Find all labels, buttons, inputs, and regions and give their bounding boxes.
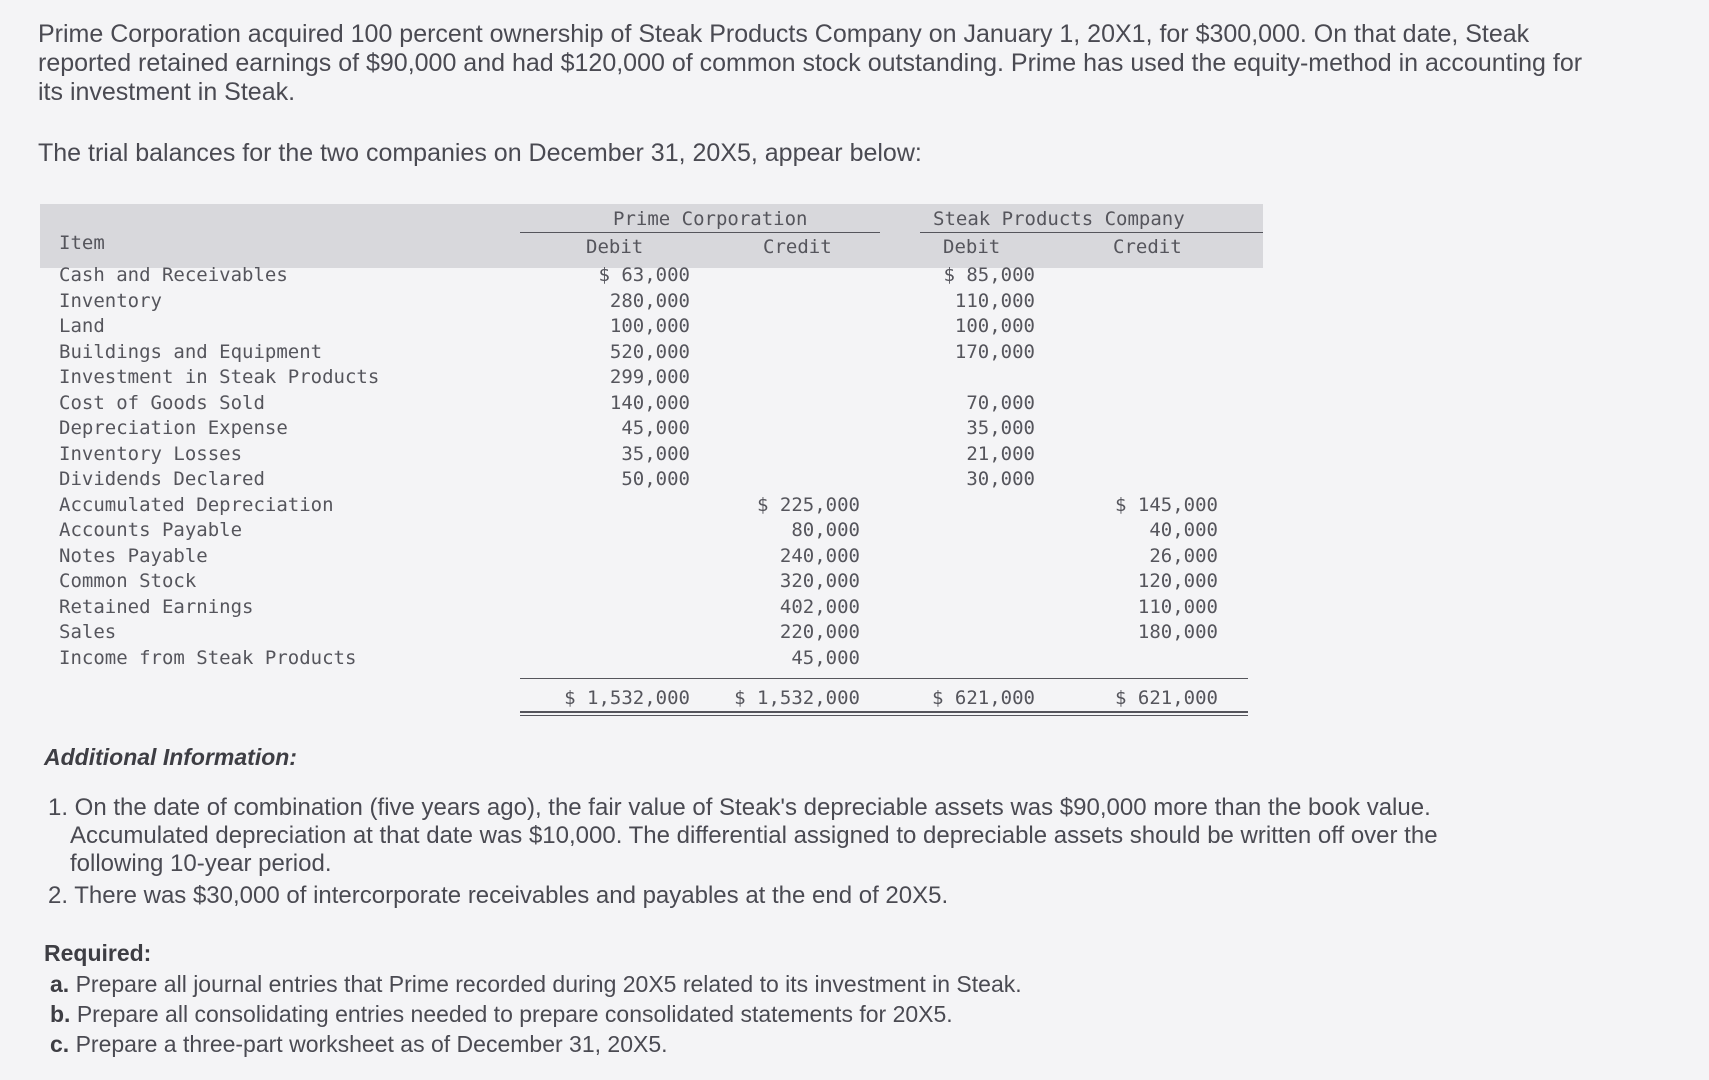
additional-item-1 [48,794,1588,878]
row-item-label: Land [59,315,105,337]
row-prime-debit-value: $ 63,000 [598,264,690,286]
row-item-label: Income from Steak Products [59,647,357,669]
row-steak-debit-value: 30,000 [966,468,1035,490]
steak-debit-header: Debit [943,236,1001,258]
row-steak-debit-value: 110,000 [954,290,1035,312]
row-steak-debit-value: 100,000 [954,315,1035,337]
row-prime-credit-value: 402,000 [779,596,860,618]
row-prime-debit-value: 520,000 [609,341,690,363]
prime-credit-header: Credit [763,236,832,258]
row-prime-debit-value: 45,000 [621,417,690,439]
additional-item-2: 2. There was $30,000 of intercorporate receivables and payables at the end of 20X5. [48,882,949,909]
row-prime-credit-value: 45,000 [791,647,860,669]
total-steak-debit: $ 621,000 [932,687,1035,709]
trial-balance-table [40,204,1263,716]
total-prime-credit: $ 1,532,000 [734,687,860,709]
steak-header: Steak Products Company [933,208,1185,230]
row-item-label: Dividends Declared [59,468,265,490]
row-item-label: Inventory Losses [59,443,243,465]
row-prime-credit-value: $ 225,000 [757,494,860,516]
prime-header: Prime Corporation [613,208,808,230]
required-title: Required: [44,940,152,966]
prime-debit-header: Debit [586,236,644,258]
row-prime-credit-value: 240,000 [779,545,860,567]
row-item-label: Accumulated Depreciation [59,494,334,516]
required-b [50,1000,953,1028]
total-prime-debit: $ 1,532,000 [564,687,690,709]
required-a [50,970,1022,998]
row-steak-debit-value: 21,000 [966,443,1035,465]
item-header: Item [59,232,105,254]
required-a-text: Prepare all journal entries that Prime recorded during 20X5 related to its investment in Steak. [75,971,1022,997]
row-item-label: Inventory [59,290,162,312]
required-b-letter: b. [50,1001,71,1027]
row-prime-debit-value: 299,000 [609,366,690,388]
row-steak-credit-value: 180,000 [1137,621,1218,643]
row-prime-credit-value: 320,000 [779,570,860,592]
additional-item-1-line3: following 10-year period. [70,850,332,877]
required-b-text: Prepare all consolidating entries needed to prepare consolidated statements for 20X5. [76,1001,953,1027]
additional-item-1-line2: Accumulated depreciation at that date was $10,000. The differential assigned to depreciable assets should be written off over the [70,822,1438,849]
steak-header-rule [920,232,1263,233]
row-prime-debit-value: 50,000 [621,468,690,490]
row-prime-credit-value: 220,000 [779,621,860,643]
required-c-text: Prepare a three-part worksheet as of December 31, 20X5. [75,1031,668,1057]
row-item-label: Investment in Steak Products [59,366,380,388]
total-steak-credit: $ 621,000 [1115,687,1218,709]
required-c-letter: c. [50,1031,70,1057]
row-steak-credit-value: $ 145,000 [1115,494,1218,516]
row-item-label: Accounts Payable [59,519,243,541]
row-item-label: Notes Payable [59,545,208,567]
row-prime-debit-value: 140,000 [609,392,690,414]
row-steak-credit-value: 40,000 [1149,519,1218,541]
prime-header-rule [520,232,880,233]
row-item-label: Sales [59,621,117,643]
required-a-letter: a. [50,971,70,997]
additional-info-title: Additional Information: [44,744,297,770]
trial-balance-intro: The trial balances for the two companies on December 31, 20X5, appear below: [38,139,922,167]
row-steak-credit-value: 26,000 [1149,545,1218,567]
total-rule [520,678,1248,679]
row-steak-debit-value: 70,000 [966,392,1035,414]
row-item-label: Cash and Receivables [59,264,288,286]
required-c [50,1030,668,1058]
row-prime-credit-value: 80,000 [791,519,860,541]
steak-credit-header: Credit [1113,236,1182,258]
row-steak-debit-value: 170,000 [954,341,1035,363]
row-item-label: Common Stock [59,570,197,592]
double-rule-bottom [520,715,1248,716]
row-item-label: Depreciation Expense [59,417,288,439]
row-item-label: Buildings and Equipment [59,341,323,363]
row-steak-credit-value: 120,000 [1137,570,1218,592]
row-item-label: Retained Earnings [59,596,254,618]
row-prime-debit-value: 100,000 [609,315,690,337]
additional-item-1-line1: 1. On the date of combination (five years ago), the fair value of Steak's depreciable assets was $90,000 more than the book value. [48,794,1431,821]
row-steak-credit-value: 110,000 [1137,596,1218,618]
row-item-label: Cost of Goods Sold [59,392,265,414]
row-prime-debit-value: 280,000 [609,290,690,312]
row-steak-debit-value: 35,000 [966,417,1035,439]
row-steak-debit-value: $ 85,000 [943,264,1035,286]
row-prime-debit-value: 35,000 [621,443,690,465]
double-rule-top [520,711,1248,713]
intro-paragraph: Prime Corporation acquired 100 percent ownership of Steak Products Company on January 1, 20X1, for $300,000. On that date, Steak reported retained earnings of $90,000 and had $120,000 of common stock outstanding. Prime has used the equity-method in accounting for its investment in Steak. [38,20,1583,106]
